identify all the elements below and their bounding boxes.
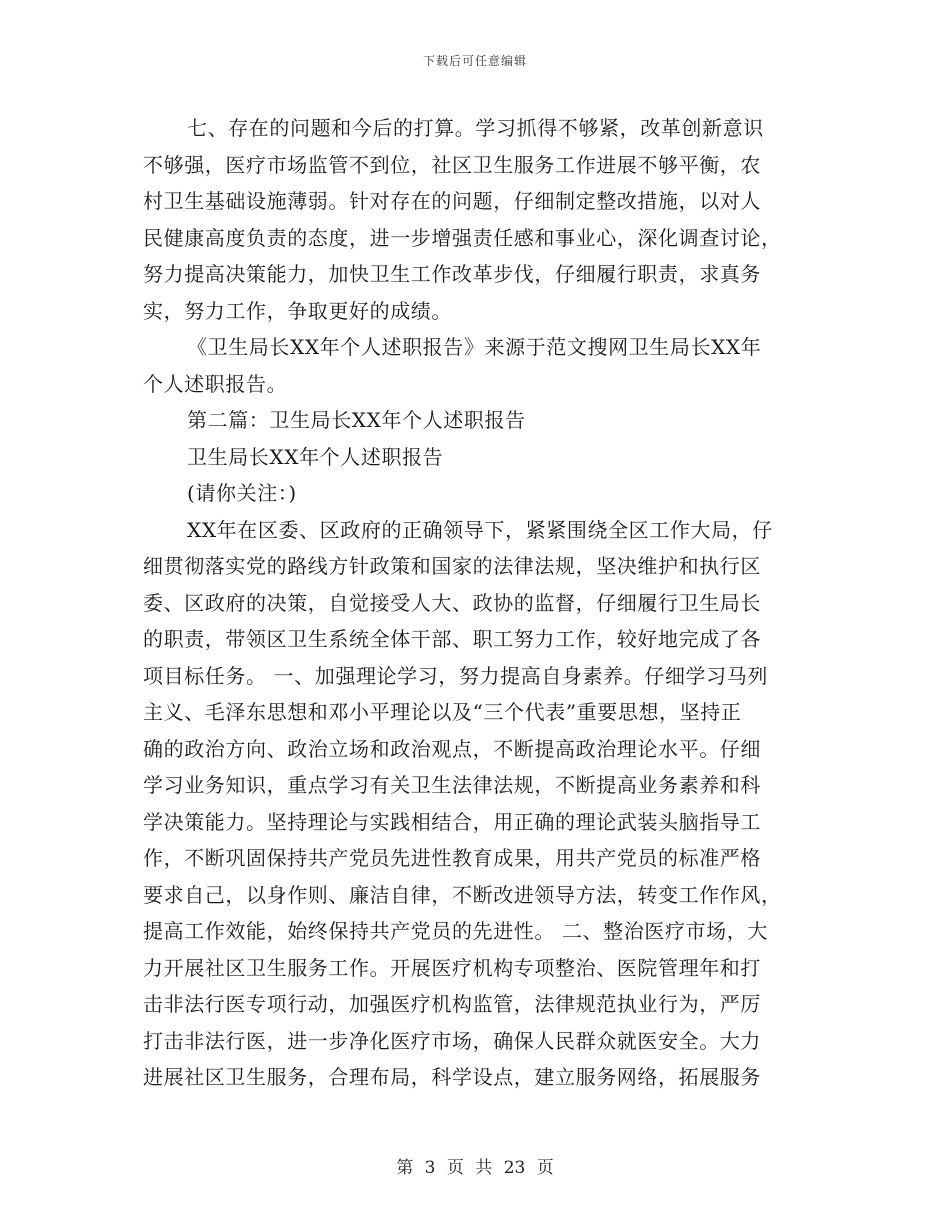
paragraph-line: 要求自己，以身作则、廉洁自律，不断改进领导方法，转变工作作风， [143,882,782,907]
paragraph-line: 项目标任务。 一、加强理论学习，努力提高自身素养。仔细学习马列 [143,663,768,688]
paragraph-line: 学决策能力。坚持理论与实践相结合，用正确的理论武装头脑指导工 [143,809,761,834]
paragraph-line: 七、存在的问题和今后的打算。学习抓得不够紧，改革创新意识 [187,116,764,140]
paragraph-line: 努力提高决策能力，加快卫生工作改革步伐，仔细履行职责，求真务 [143,262,761,286]
paragraph-line: 打击非法行医，进一步净化医疗市场，确保人民群众就医安全。大力 [143,1028,761,1053]
paragraph-line: XX年在区委、区政府的正确领导下，紧紧围绕全区工作大局，仔 [187,517,773,542]
paragraph-line: 实，努力工作，争取更好的成绩。 [143,298,452,323]
paragraph-line: 击非法行医专项行动，加强医疗机构监管，法律规范执业行为，严厉 [143,992,761,1016]
document-body [143,110,805,1096]
paragraph-line: 《卫生局长XX年个人述职报告》来源于范文搜网卫生局长XX年 [187,335,762,359]
attention-note: (请你关注：) [187,481,297,505]
paragraph-line: 的职责，带领区卫生系统全体干部、职工努力工作，较好地完成了各 [143,627,761,651]
paragraph-line: 确的政治方向、政治立场和政治观点，不断提高政治理论水平。仔细 [143,736,761,761]
report-title: 卫生局长XX年个人述职报告 [187,444,444,469]
page-number: 第 3 页 共 23 页 [396,1158,554,1178]
paragraph-line: 委、区政府的决策，自觉接受人大、政协的监督，仔细履行卫生局长 [143,590,761,615]
paragraph-line: 学习业务知识，重点学习有关卫生法律法规，不断提高业务素养和科 [143,773,761,797]
page-header-note: 下载后可任意编辑 [422,54,527,68]
paragraph-line: 村卫生基础设施薄弱。针对存在的问题，仔细制定整改措施，以对人 [143,189,761,213]
paragraph-line: 力开展社区卫生服务工作。开展医疗机构专项整治、医院管理年和打 [143,955,761,980]
paragraph-line: 不够强，医疗市场监管不到位，社区卫生服务工作进展不够平衡，农 [143,152,761,177]
section-heading: 第二篇：卫生局长XX年个人述职报告 [187,408,526,432]
paragraph-line: 提高工作效能，始终保持共产党员的先进性。 二、整治医疗市场，大 [143,919,768,943]
paragraph-line: 进展社区卫生服务，合理布局，科学设点，建立服务网络，拓展服务 [143,1065,761,1089]
paragraph-line: 细贯彻落实党的路线方针政策和国家的法律法规，坚决维护和执行区 [143,554,761,578]
paragraph-line: 个人述职报告。 [143,371,288,396]
paragraph-line: 主义、毛泽东思想和邓小平理论以及“三个代表”重要思想，坚持正 [143,700,742,724]
paragraph-line: 民健康高度负责的态度，进一步增强责任感和事业心，深化调查讨论， [143,225,782,250]
paragraph-line: 作，不断巩固保持共产党员先进性教育成果，用共产党员的标准严格 [143,846,761,870]
